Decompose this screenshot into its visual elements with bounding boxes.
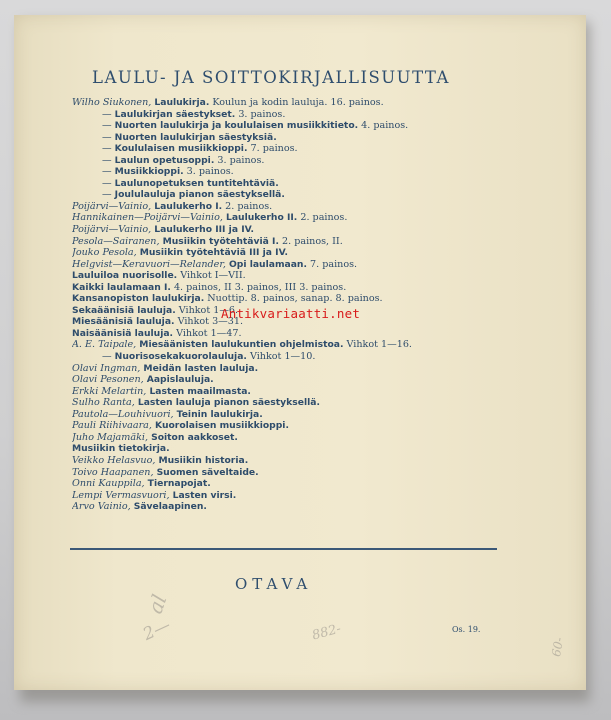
entry-details: Vihkot I—VII.: [177, 270, 246, 282]
entry-author: Erkki Melartin,: [72, 385, 147, 397]
entry-title: Kaikki laulamaan I.: [72, 281, 171, 293]
entry-title: Sävelaapinen.: [133, 501, 207, 513]
entry-title: Miesäänisiä lauluja.: [72, 316, 175, 328]
entry-title: Lauluiloa nuorisolle.: [72, 270, 178, 282]
pencil-mark: 60-: [549, 636, 567, 658]
entry-author: —: [102, 131, 112, 143]
book-entry: [72, 339, 512, 351]
entry-author: —: [102, 120, 112, 132]
book-entry: [72, 386, 512, 398]
entry-author: Hannikainen—Poijärvi—Vainio,: [72, 212, 223, 224]
divider-rule: [70, 548, 497, 550]
pencil-mark: 2—: [140, 615, 174, 645]
entry-title: Laulukerho I.: [154, 200, 223, 212]
book-entry: [72, 397, 512, 409]
book-entry: [72, 351, 512, 363]
entry-author: —: [102, 189, 112, 201]
pencil-mark: 882-: [310, 621, 343, 644]
entry-author: Pesola—Sairanen,: [72, 235, 160, 247]
book-entry: [72, 109, 512, 121]
book-entry: [72, 97, 512, 109]
entry-title: Musiikin historia.: [158, 454, 249, 466]
entry-title: Lasten virsi.: [172, 489, 237, 501]
book-entry: [72, 270, 512, 282]
entry-title: Musiikin työtehtäviä I.: [162, 235, 279, 247]
book-entry: [72, 293, 512, 305]
entry-author: A. E. Taipale,: [72, 339, 137, 351]
entry-author: —: [102, 177, 112, 189]
entry-details: Nuottip. 8. painos, sanap. 8. painos.: [204, 293, 383, 305]
entry-author: —: [102, 351, 112, 363]
book-entry: [72, 432, 512, 444]
entry-title: Nuorten laulukirja ja koululaisen musiikkitieto.: [114, 120, 359, 132]
entry-details: Vihkot 3—31.: [174, 316, 244, 328]
entry-title: Aapislauluja.: [146, 374, 214, 386]
book-entry: [72, 282, 512, 294]
entry-details: Vihkot 1—10.: [246, 351, 316, 363]
book-entry: [72, 501, 512, 513]
entry-title: Meidän lasten lauluja.: [143, 362, 259, 374]
entry-author: Pauli Riihivaara,: [72, 420, 152, 432]
entry-details: Vihkot 1—6.: [175, 304, 239, 316]
entry-author: Olavi Pesonen,: [72, 374, 144, 386]
entry-details: 2. painos, II.: [278, 235, 343, 247]
entry-author: Juho Majamäki,: [72, 431, 149, 443]
entry-author: Olavi Ingman,: [72, 362, 141, 374]
book-list: [72, 97, 512, 513]
watermark-text: Antikvariaatti.net: [221, 306, 361, 321]
book-entry: [72, 212, 512, 224]
entry-author: Arvo Vainio,: [72, 501, 131, 513]
entry-title: Joululauluja pianon säestyksellä.: [114, 189, 285, 201]
entry-author: Helgvist—Keravuori—Relander,: [72, 258, 226, 270]
book-entry: [72, 467, 512, 479]
entry-title: Soiton aakkoset.: [151, 431, 238, 443]
entry-details: 4. painos, II 3. painos, III 3. painos.: [170, 281, 347, 293]
entry-author: Lempi Vermasvuori,: [72, 489, 170, 501]
book-entry: [72, 247, 512, 259]
book-entry: [72, 189, 512, 201]
book-entry: [72, 120, 512, 132]
book-entry: [72, 478, 512, 490]
entry-title: Musiikkioppi.: [114, 166, 184, 178]
entry-title: Koululaisen musiikkioppi.: [114, 143, 248, 155]
entry-author: Sulho Ranta,: [72, 397, 135, 409]
entry-title: Laulukirjan säestykset.: [114, 108, 236, 120]
entry-author: Wilho Siukonen,: [72, 97, 152, 108]
entry-title: Laulukirja.: [154, 97, 210, 108]
entry-title: Lasten maailmasta.: [149, 385, 251, 397]
book-entry: [72, 455, 512, 467]
book-entry: [72, 166, 512, 178]
book-entry: [72, 178, 512, 190]
entry-details: 3. painos.: [183, 166, 234, 178]
entry-title: Laulukerho III ja IV.: [154, 224, 255, 236]
entry-title: Lasten lauluja pianon säestyksellä.: [137, 397, 320, 409]
entry-title: Laulukerho II.: [226, 212, 298, 224]
entry-details: 3. painos.: [214, 154, 265, 166]
entry-author: Poijärvi—Vainio,: [72, 224, 152, 236]
entry-title: Kuorolaisen musiikkioppi.: [155, 420, 289, 432]
entry-author: —: [102, 108, 112, 120]
entry-details: 4. painos.: [358, 120, 409, 132]
entry-author: Toivo Haapanen,: [72, 466, 154, 478]
entry-title: Opi laulamaan.: [228, 258, 307, 270]
book-entry: [72, 420, 512, 432]
book-entry: [72, 224, 512, 236]
entry-details: 2. painos.: [297, 212, 348, 224]
book-entry: [72, 490, 512, 502]
entry-title: Musiikin työtehtäviä III ja IV.: [139, 247, 289, 259]
entry-title: Tiernapojat.: [147, 478, 211, 490]
entry-author: Veikko Helasvuo,: [72, 454, 156, 466]
entry-details: Vihkot 1—16.: [343, 339, 412, 351]
book-entry: [72, 374, 512, 386]
entry-title: Naisäänisiä lauluja.: [72, 327, 174, 339]
entry-title: Nuorten laulukirjan säestyksiä.: [114, 131, 277, 143]
entry-title: Sekaäänisiä lauluja.: [72, 304, 176, 316]
book-entry: [72, 132, 512, 144]
cover-heading: LAULU- JA SOITTOKIRJALLISUUTTA: [92, 68, 450, 87]
entry-author: Onni Kauppila,: [72, 478, 145, 490]
book-entry: [72, 236, 512, 248]
book-entry: [72, 143, 512, 155]
entry-author: Pautola—Louhivuori,: [72, 408, 174, 420]
entry-title: Nuorisosekakuorolauluja.: [114, 351, 247, 363]
pencil-mark: al: [142, 591, 172, 617]
entry-title: Kansanopiston laulukirja.: [72, 293, 205, 305]
book-entry: [72, 155, 512, 167]
publisher-name: OTAVA: [235, 575, 313, 593]
book-entry: [72, 363, 512, 375]
entry-details: 3. painos.: [235, 108, 286, 120]
entry-author: Poijärvi—Vainio,: [72, 200, 152, 212]
entry-title: Laulunopetuksen tuntitehtäviä.: [114, 177, 279, 189]
entry-details: 2. painos.: [222, 200, 273, 212]
catalog-code: Os. 19.: [452, 625, 481, 634]
entry-title: Musiikin tietokirja.: [72, 443, 170, 455]
entry-details: 7. painos.: [247, 143, 298, 155]
entry-author: —: [102, 154, 112, 166]
entry-author: —: [102, 166, 112, 178]
book-entry: [72, 443, 512, 455]
entry-title: Laulun opetusoppi.: [114, 154, 215, 166]
entry-author: Jouko Pesola,: [72, 247, 137, 259]
entry-author: —: [102, 143, 112, 155]
book-entry: [72, 259, 512, 271]
entry-details: Vihkot 1—47.: [173, 327, 242, 339]
book-entry: [72, 328, 512, 340]
book-entry: [72, 409, 512, 421]
entry-details: 7. painos.: [306, 258, 358, 270]
entry-details: Koulun ja kodin lauluja. 16. painos.: [209, 97, 384, 108]
entry-title: Suomen säveltaide.: [156, 466, 259, 478]
entry-title: Miesäänisten laulukuntien ohjelmistoa.: [139, 339, 344, 351]
book-entry: [72, 201, 512, 213]
entry-title: Teinin laulukirja.: [176, 408, 263, 420]
